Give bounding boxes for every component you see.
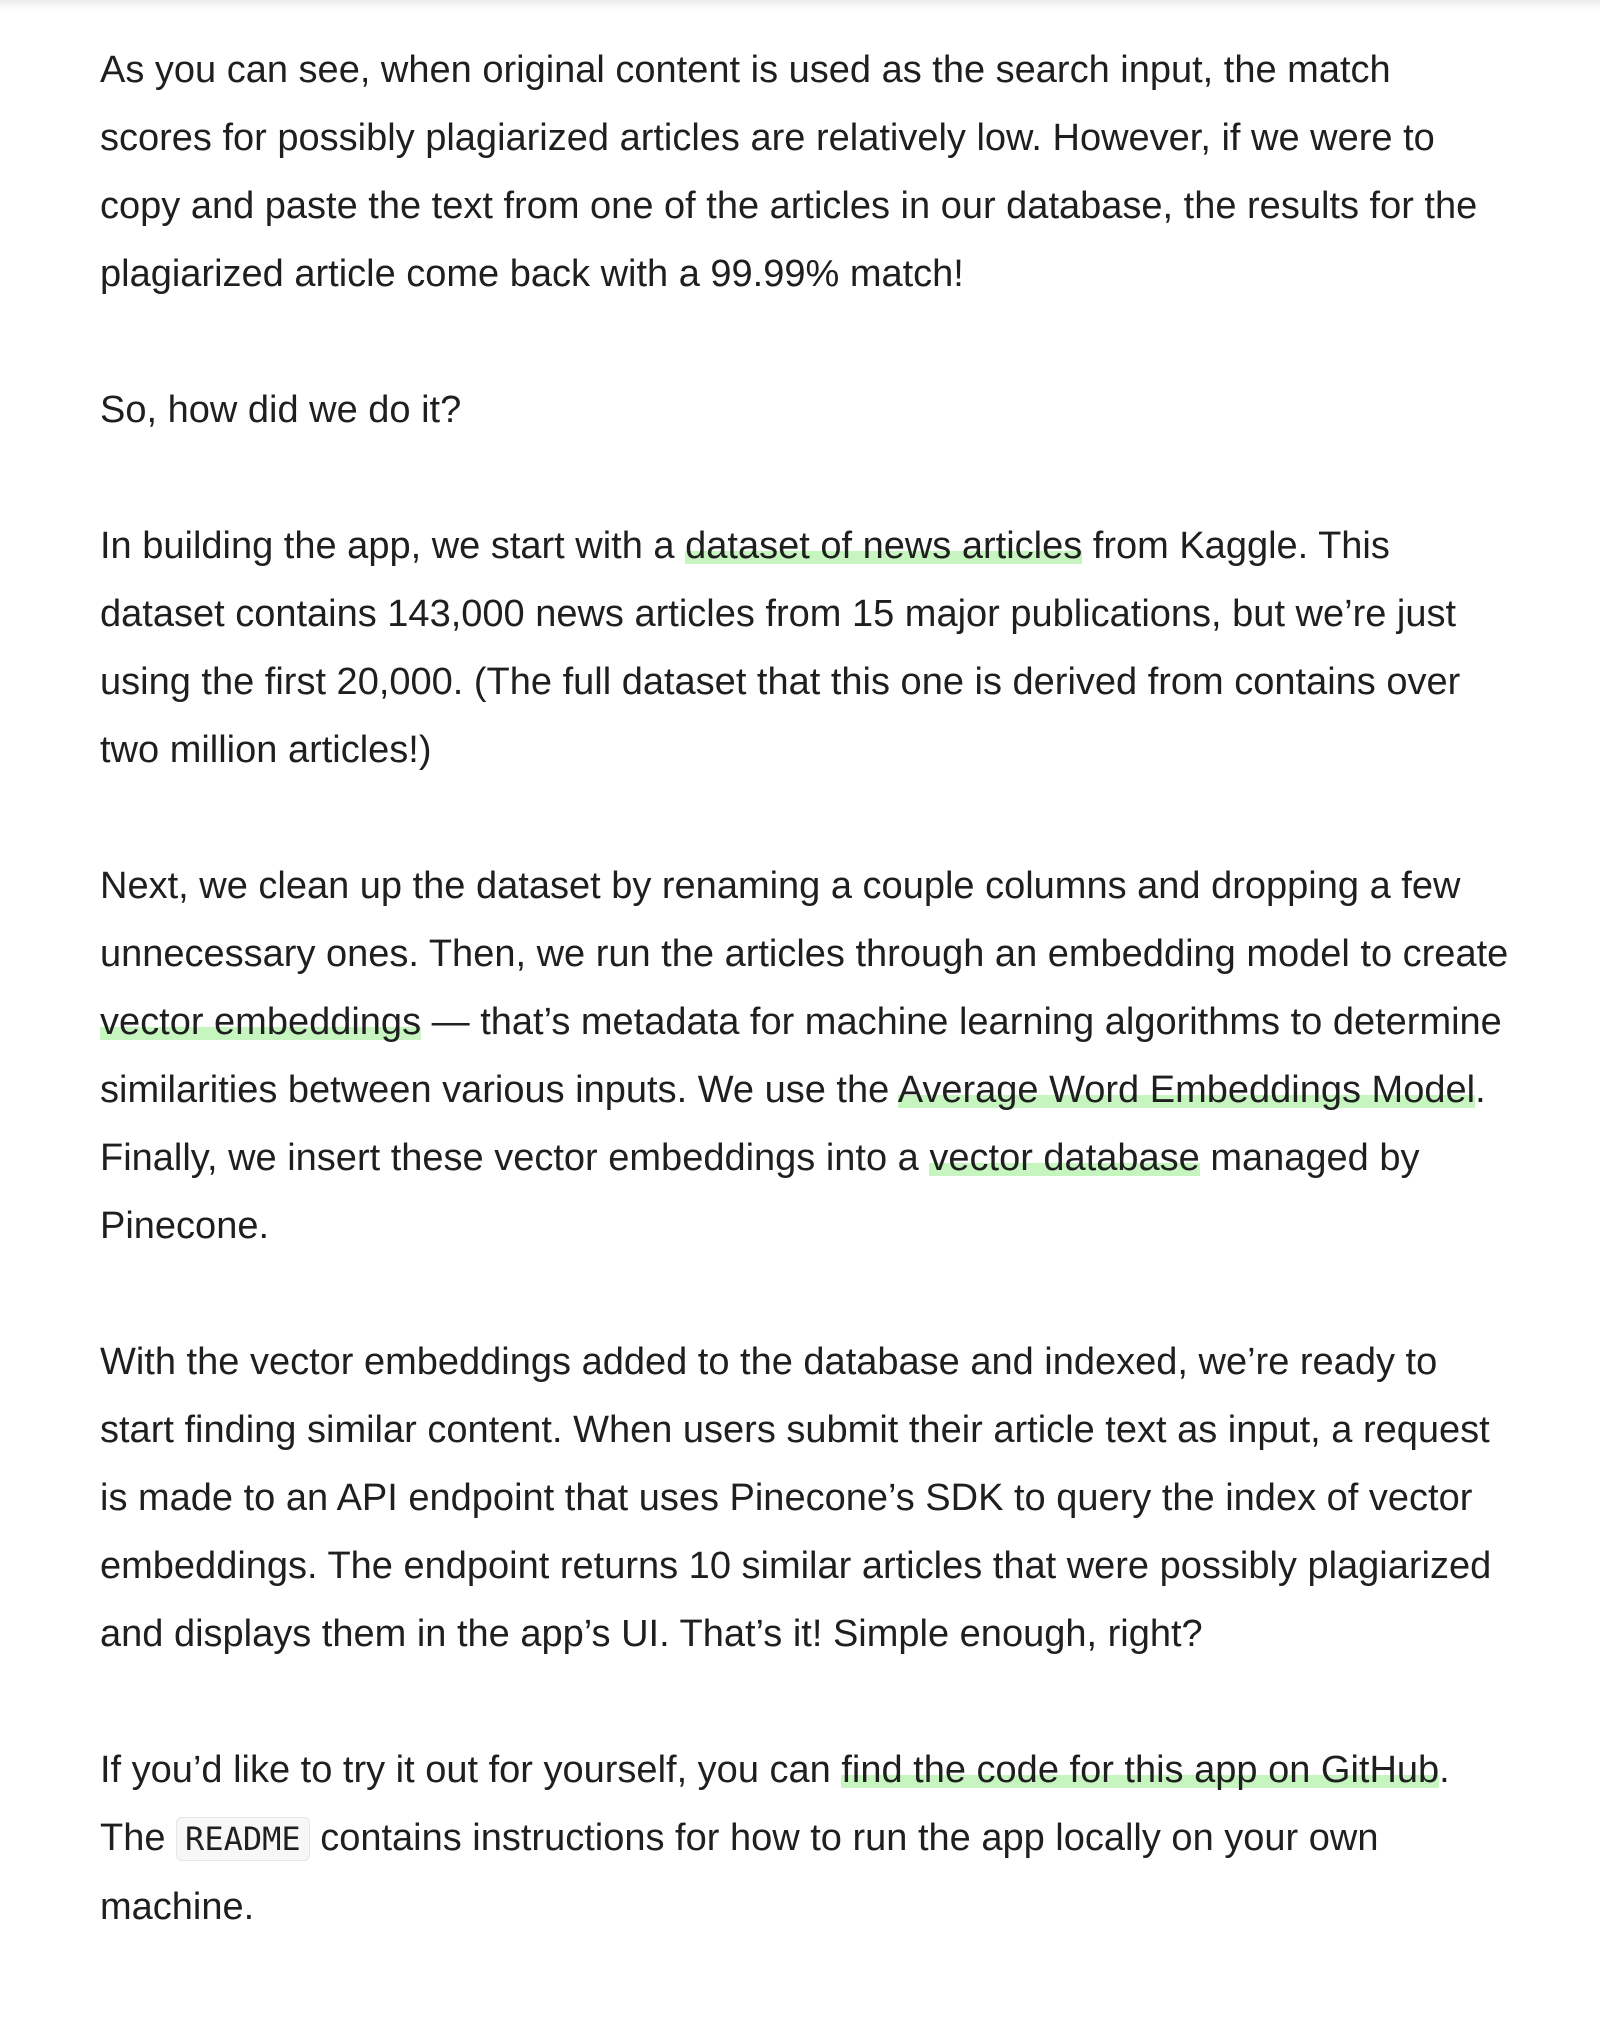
- paragraph-embeddings-text-3: . Finally, we insert these vector embeddings into a: [100, 1069, 1486, 1179]
- dataset-link[interactable]: dataset of news articles: [685, 525, 1083, 567]
- paragraph-how: [100, 376, 1510, 444]
- paragraph-results: [100, 36, 1510, 308]
- paragraph-embeddings: [100, 852, 1510, 1260]
- paragraph-dataset-text-1: In building the app, we start with a: [100, 525, 686, 567]
- paragraph-embeddings-text-4: managed by Pinecone.: [100, 1137, 1420, 1247]
- paragraph-github-text-1: If you’d like to try it out for yourself, you can: [100, 1749, 842, 1791]
- paragraph-dataset: [100, 512, 1510, 784]
- article-body: [100, 36, 1510, 2009]
- average-word-embeddings-model-link[interactable]: Average Word Embeddings Model: [897, 1069, 1476, 1111]
- vector-embeddings-link[interactable]: vector embeddings: [100, 1001, 422, 1043]
- paragraph-embeddings-text-2: — that’s metadata for machine learning algorithms to determine similarities between various inputs. We use the: [100, 1001, 1502, 1111]
- paragraph-embeddings-text-1: Next, we clean up the dataset by renaming a couple columns and dropping a few unnecessary ones. Then, we run the articles through an embedding model to create: [100, 865, 1509, 975]
- paragraph-how-text: So, how did we do it?: [100, 389, 462, 431]
- paragraph-results-text: As you can see, when original content is used as the search input, the match scores for possibly plagiarized articles are relatively low. However, if we were to copy and paste the text from one of the articles in our database, the results for the plagiarized article come back with a 99.99% match!: [100, 49, 1478, 295]
- readme-inline-code: README: [176, 1817, 310, 1861]
- github-code-link[interactable]: find the code for this app on GitHub: [841, 1749, 1440, 1791]
- paragraph-query: [100, 1328, 1510, 1668]
- paragraph-github-text-2: . The: [100, 1749, 1450, 1859]
- paragraph-github: [100, 1736, 1510, 1941]
- paragraph-github-text-3: contains instructions for how to run the app locally on your own machine.: [100, 1817, 1379, 1928]
- paragraph-dataset-text-2: from Kaggle. This dataset contains 143,000 news articles from 15 major publications, but we’re just using the first 20,000. (The full dataset that this one is derived from contains over two million articles!): [100, 525, 1461, 771]
- top-edge-shadow: [0, 0, 1600, 10]
- paragraph-query-text: With the vector embeddings added to the database and indexed, we’re ready to start finding similar content. When users submit their article text as input, a request is made to an API endpoint that uses Pinecone’s SDK to query the index of vector embeddings. The endpoint returns 10 similar articles that were possibly plagiarized and displays them in the app’s UI. That’s it! Simple enough, right?: [100, 1341, 1492, 1655]
- vector-database-link[interactable]: vector database: [929, 1137, 1200, 1179]
